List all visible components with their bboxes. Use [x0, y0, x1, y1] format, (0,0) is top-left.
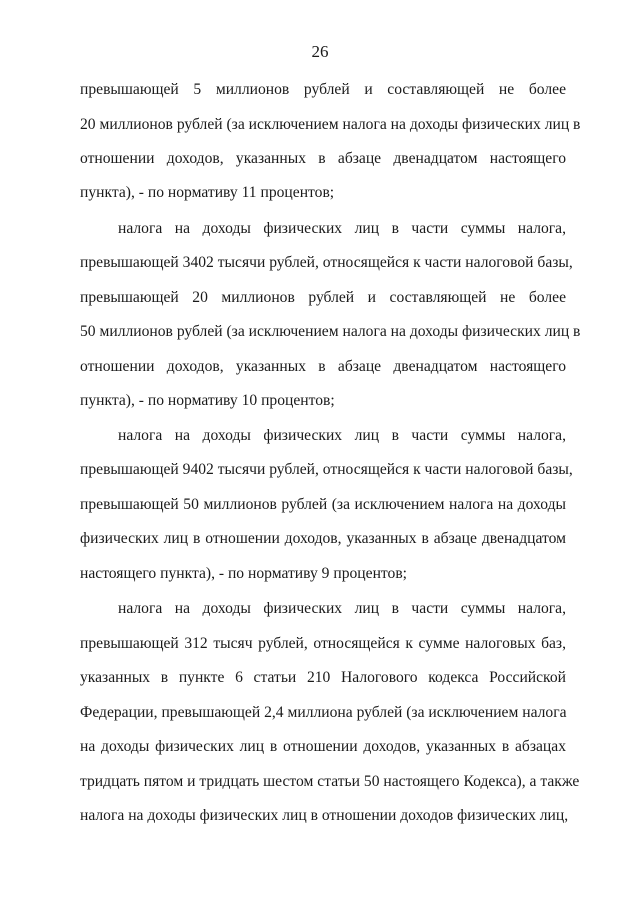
text-line: 20 миллионов рублей (за исключением налога на доходы физических лиц в [80, 116, 581, 133]
text-line: настоящего пункта), - по нормативу 9 процентов; [80, 565, 408, 582]
text-line: 50 миллионов рублей (за исключением налога на доходы физических лиц в [80, 323, 581, 340]
page-number: 26 [311, 42, 329, 61]
text-line: превышающей 5 миллионов рублей и составляющей не более [80, 81, 566, 98]
text-line: физических лиц в отношении доходов, указанных в абзаце двенадцатом [80, 530, 566, 547]
paragraph-first-line: налога на доходы физических лиц в части суммы налога, [118, 220, 566, 237]
text-line: указанных в пункте 6 статьи 210 Налогового кодекса Российской [80, 669, 566, 686]
text-line: превышающей 50 миллионов рублей (за исключением налога на доходы [80, 496, 566, 513]
paragraph-first-line: налога на доходы физических лиц в части суммы налога, [118, 427, 566, 444]
text-line: на доходы физических лиц в отношении доходов, указанных в абзацах [80, 738, 566, 755]
text-line: превышающей 20 миллионов рублей и составляющей не более [80, 289, 566, 306]
text-line: тридцать пятом и тридцать шестом статьи 50 настоящего Кодекса), а также [80, 773, 580, 790]
text-line: пункта), - по нормативу 10 процентов; [80, 392, 335, 409]
text-line: Федерации, превышающей 2,4 миллиона рублей (за исключением налога [80, 704, 567, 721]
text-line: налога на доходы физических лиц в отношении доходов физических лиц, [80, 807, 569, 824]
text-line: превышающей 312 тысяч рублей, относящейся к сумме налоговых баз, [80, 635, 566, 652]
text-line: пункта), - по нормативу 11 процентов; [80, 184, 335, 201]
text-line: превышающей 9402 тысячи рублей, относящейся к части налоговой базы, [80, 461, 573, 478]
paragraph-first-line: налога на доходы физических лиц в части суммы налога, [118, 600, 566, 617]
text-line: отношении доходов, указанных в абзаце двенадцатом настоящего [80, 358, 566, 375]
text-line: превышающей 3402 тысячи рублей, относящейся к части налоговой базы, [80, 254, 573, 271]
text-line: отношении доходов, указанных в абзаце двенадцатом настоящего [80, 150, 566, 167]
